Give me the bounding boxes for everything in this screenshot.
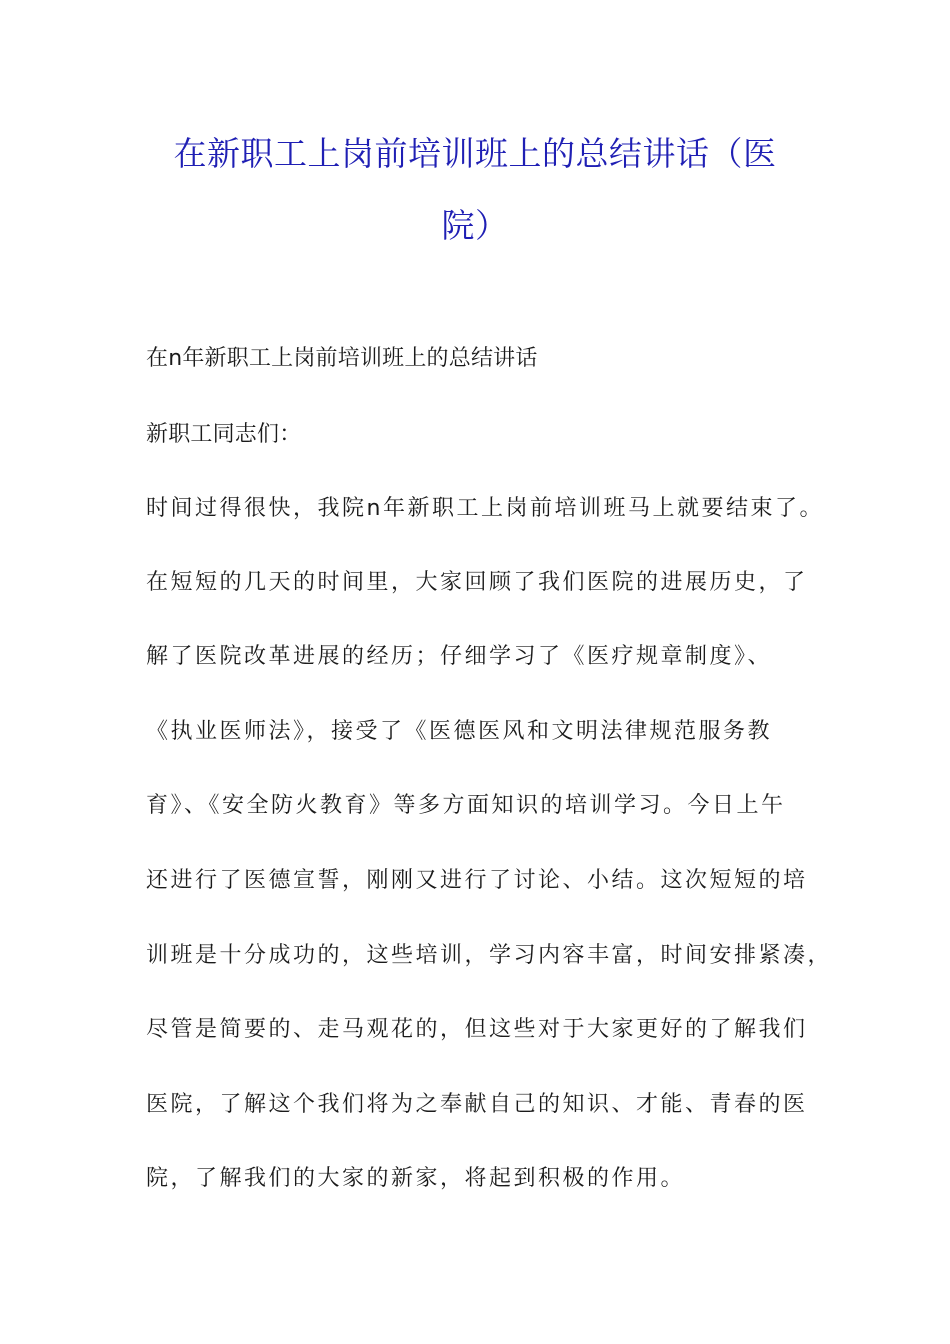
body-line-8: 尽管是简要的、走马观花的，但这些对于大家更好的了解我们 [146, 1017, 808, 1042]
body-line-3: 解了医院改革进展的经历；仔细学习了《医疗规章制度》、 [146, 644, 773, 669]
body-line-2: 在短短的几天的时间里，大家回顾了我们医院的进展历史，了 [146, 570, 808, 595]
body-line-5: 育》、《安全防火教育》等多方面知识的培训学习。今日上午 [146, 793, 786, 818]
document-title-line-1: 在新职工上岗前培训班上的总结讲话（医 [173, 134, 777, 173]
document-title-line-2: 院） [441, 206, 509, 245]
body-line-6: 还进行了医德宣誓，刚刚又进行了讨论、小结。这次短短的培 [146, 868, 808, 893]
body-line-1: 时间过得很快，我院n年新职工上岗前培训班马上就要结束了。 [146, 496, 824, 521]
body-line-4: 《执业医师法》，接受了《医德医风和文明法律规范服务教 [146, 719, 773, 744]
body-line-10: 院，了解我们的大家的新家，将起到积极的作用。 [146, 1166, 686, 1191]
speech-subtitle: 在n年新职工上岗前培训班上的总结讲话 [146, 346, 538, 371]
body-line-7: 训班是十分成功的，这些培训，学习内容丰富，时间安排紧凑， [146, 943, 833, 968]
body-line-9: 医院，了解这个我们将为之奉献自己的知识、才能、青春的医 [146, 1092, 808, 1117]
salutation: 新职工同志们： [146, 422, 302, 447]
